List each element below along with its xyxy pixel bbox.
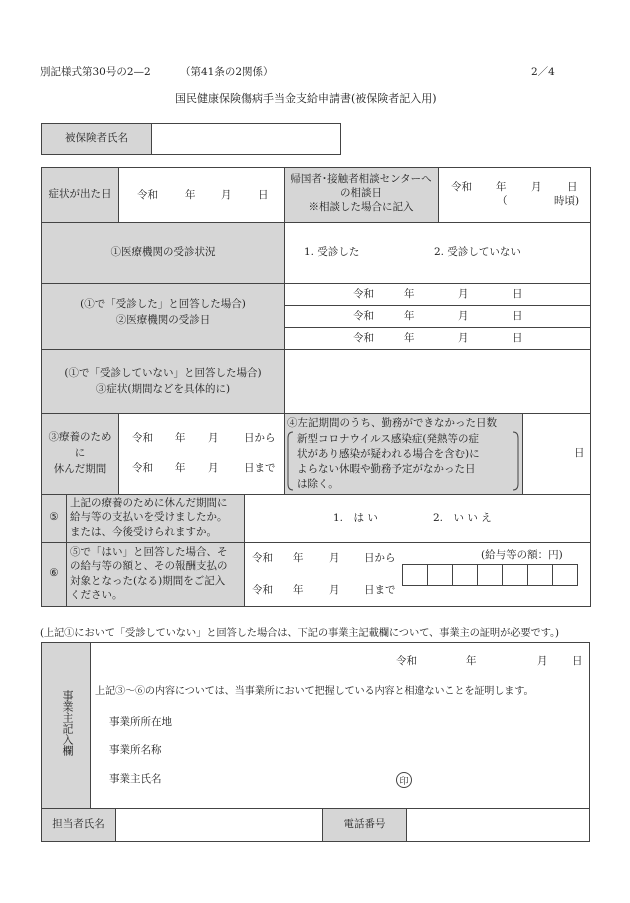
consult-hour: 時頃) xyxy=(554,195,580,207)
seal-mark-icon xyxy=(396,772,412,788)
q4-from-year: 年 xyxy=(175,432,186,444)
q3-label-line2: ③症状(期間などを具体的に) xyxy=(95,382,231,395)
q5-option-no[interactable]: 2. い い え xyxy=(433,512,492,524)
q4-from-day: 日から xyxy=(244,432,276,444)
amount-digit-box[interactable] xyxy=(427,564,453,586)
employer-date-month: 月 xyxy=(537,655,548,667)
q6-to-era: 令和 xyxy=(252,584,273,596)
consult-center-label: 帰国者･接触者相談センターへの相談日 xyxy=(290,173,432,200)
consult-year: 年 xyxy=(496,181,507,193)
form-article: （第41条の2関係） xyxy=(180,66,274,78)
q4-note-line: 新型コロナウイルス感染症(発熱等の症 xyxy=(297,433,479,445)
q5-question-line: または、今後受けられますか。 xyxy=(70,525,217,538)
amount-digit-box[interactable] xyxy=(452,564,478,586)
employer-side-label: 事業主記入欄 xyxy=(61,690,74,756)
symptom-label: 症状が出た日 xyxy=(48,188,112,201)
q5-question xyxy=(70,496,228,539)
amount-digit-box[interactable] xyxy=(552,564,578,586)
q4-label xyxy=(42,430,118,477)
q4-note-title: ④左記期間のうち、勤務ができなかった日数 xyxy=(287,417,497,429)
contact-name-field[interactable] xyxy=(116,809,322,841)
phone-field[interactable] xyxy=(407,809,589,841)
q2-month: 月 xyxy=(458,288,469,300)
q2-era: 令和 xyxy=(353,288,374,300)
symptom-day: 日 xyxy=(258,189,269,201)
q4-days-field[interactable] xyxy=(523,414,573,493)
q4-note-line: 状があり感染が疑われる場合を含む)に xyxy=(297,447,480,460)
q6-to-month: 月 xyxy=(329,584,340,596)
consult-center-note: ※相談した場合に記入 xyxy=(308,201,414,214)
employer-address-label: 事業所所在地 xyxy=(109,716,172,728)
q3-label xyxy=(42,366,284,398)
q2-day: 日 xyxy=(512,310,523,322)
employer-date-year: 年 xyxy=(466,655,477,667)
amount-digit-box[interactable] xyxy=(527,564,553,586)
q5-question-line: 上記の療養のために休んだ期間に xyxy=(70,497,228,509)
q3-symptom-field[interactable] xyxy=(285,350,590,412)
q4-to-era: 令和 xyxy=(132,462,153,474)
q1-option-not-visited[interactable]: 2. 受診していない xyxy=(434,246,521,258)
amount-digit-box[interactable] xyxy=(502,564,528,586)
q6-amount-label: (給与等の額：円) xyxy=(481,549,563,561)
q4-label-line2: に xyxy=(74,446,86,459)
q6-question xyxy=(70,545,228,603)
q5-question-line: 給与等の支払いを受けましたか。 xyxy=(70,511,228,524)
q2-day: 日 xyxy=(512,332,523,344)
q2-year: 年 xyxy=(404,310,415,322)
consult-month: 月 xyxy=(531,181,542,193)
q6-from-month: 月 xyxy=(329,552,340,564)
q6-question-line: の給与等の額と、その報酬支払の xyxy=(70,560,228,573)
q2-month: 月 xyxy=(458,310,469,322)
q2-year: 年 xyxy=(404,288,415,300)
employer-certify-text: 上記③〜⑥の内容については、当事業所において把握している内容と相違ないことを証明します。 xyxy=(95,686,534,697)
q4-note-line: は除く。 xyxy=(297,477,339,490)
employer-note: (上記①において「受診していない」と回答した場合は、下記の事業主記載欄について、事業主の証明が必要です。) xyxy=(40,627,559,639)
symptom-era: 令和 xyxy=(137,189,158,201)
form-title: 国民健康保険傷病手当金支給申請書(被保険者記入用) xyxy=(175,92,437,105)
page-number: 2／4 xyxy=(531,66,555,78)
q6-question-line: ください。 xyxy=(70,589,123,602)
q4-days-unit: 日 xyxy=(574,447,585,459)
q2-era: 令和 xyxy=(353,310,374,322)
q2-label-line2: ②医療機関の受診日 xyxy=(115,313,211,326)
symptom-year: 年 xyxy=(185,189,196,201)
q6-to-year: 年 xyxy=(293,584,304,596)
q6-question-line: ⑤で「はい」と回答した場合、そ xyxy=(70,546,228,558)
amount-digit-box[interactable] xyxy=(477,564,503,586)
amount-digit-box[interactable] xyxy=(402,564,428,586)
q1-label: ①医療機関の受診状況 xyxy=(110,245,216,258)
form-number: 別記様式第30号の2—2 xyxy=(40,66,151,78)
q4-label-line1: ③療養のため xyxy=(48,431,112,443)
consult-era: 令和 xyxy=(451,181,472,193)
insured-name-label: 被保険者氏名 xyxy=(65,132,128,145)
q6-number: ⑥ xyxy=(49,567,59,580)
q5-number: ⑤ xyxy=(49,511,59,524)
employer-date-era: 令和 xyxy=(396,655,417,667)
q6-question-line: 対象となった(なる)期間をご記入 xyxy=(70,574,226,587)
employer-date-day: 日 xyxy=(572,655,583,667)
q4-to-day: 日まで xyxy=(244,462,276,474)
seal-text: 印 xyxy=(399,776,409,787)
symptom-month: 月 xyxy=(221,189,232,201)
q2-month: 月 xyxy=(458,332,469,344)
q4-to-year: 年 xyxy=(175,462,186,474)
q2-label xyxy=(42,297,284,329)
q6-to-day: 日まで xyxy=(364,584,396,596)
phone-label: 電話番号 xyxy=(343,818,386,831)
q6-from-day: 日から xyxy=(364,552,396,564)
insured-name-field[interactable] xyxy=(151,123,341,155)
q4-note-line: よらない休暇や勤務予定がなかった日 xyxy=(297,462,476,475)
q2-label-line1: (①で「受診した」と回答した場合) xyxy=(80,298,246,310)
q6-from-era: 令和 xyxy=(252,552,273,564)
q4-label-line3: 休んだ期間 xyxy=(53,462,107,475)
contact-name-label: 担当者氏名 xyxy=(52,818,105,831)
q2-day: 日 xyxy=(512,288,523,300)
consult-day: 日 xyxy=(567,181,578,193)
q2-era: 令和 xyxy=(353,332,374,344)
q5-option-yes[interactable]: 1. は い xyxy=(333,512,378,524)
q4-from-month: 月 xyxy=(208,432,219,444)
q4-note-bracket xyxy=(287,430,519,492)
consult-paren: （ xyxy=(497,195,508,207)
employer-company-label: 事業所名称 xyxy=(109,744,162,756)
q2-year: 年 xyxy=(404,332,415,344)
consult-center-label-wrap xyxy=(285,172,437,216)
q4-from-era: 令和 xyxy=(132,432,153,444)
q6-from-year: 年 xyxy=(293,552,304,564)
q4-to-month: 月 xyxy=(208,462,219,474)
q1-option-visited[interactable]: 1. 受診した xyxy=(304,246,360,258)
q3-label-line1: (①で「受診していない」と回答した場合) xyxy=(64,367,262,379)
employer-owner-label: 事業主氏名 xyxy=(109,773,162,785)
